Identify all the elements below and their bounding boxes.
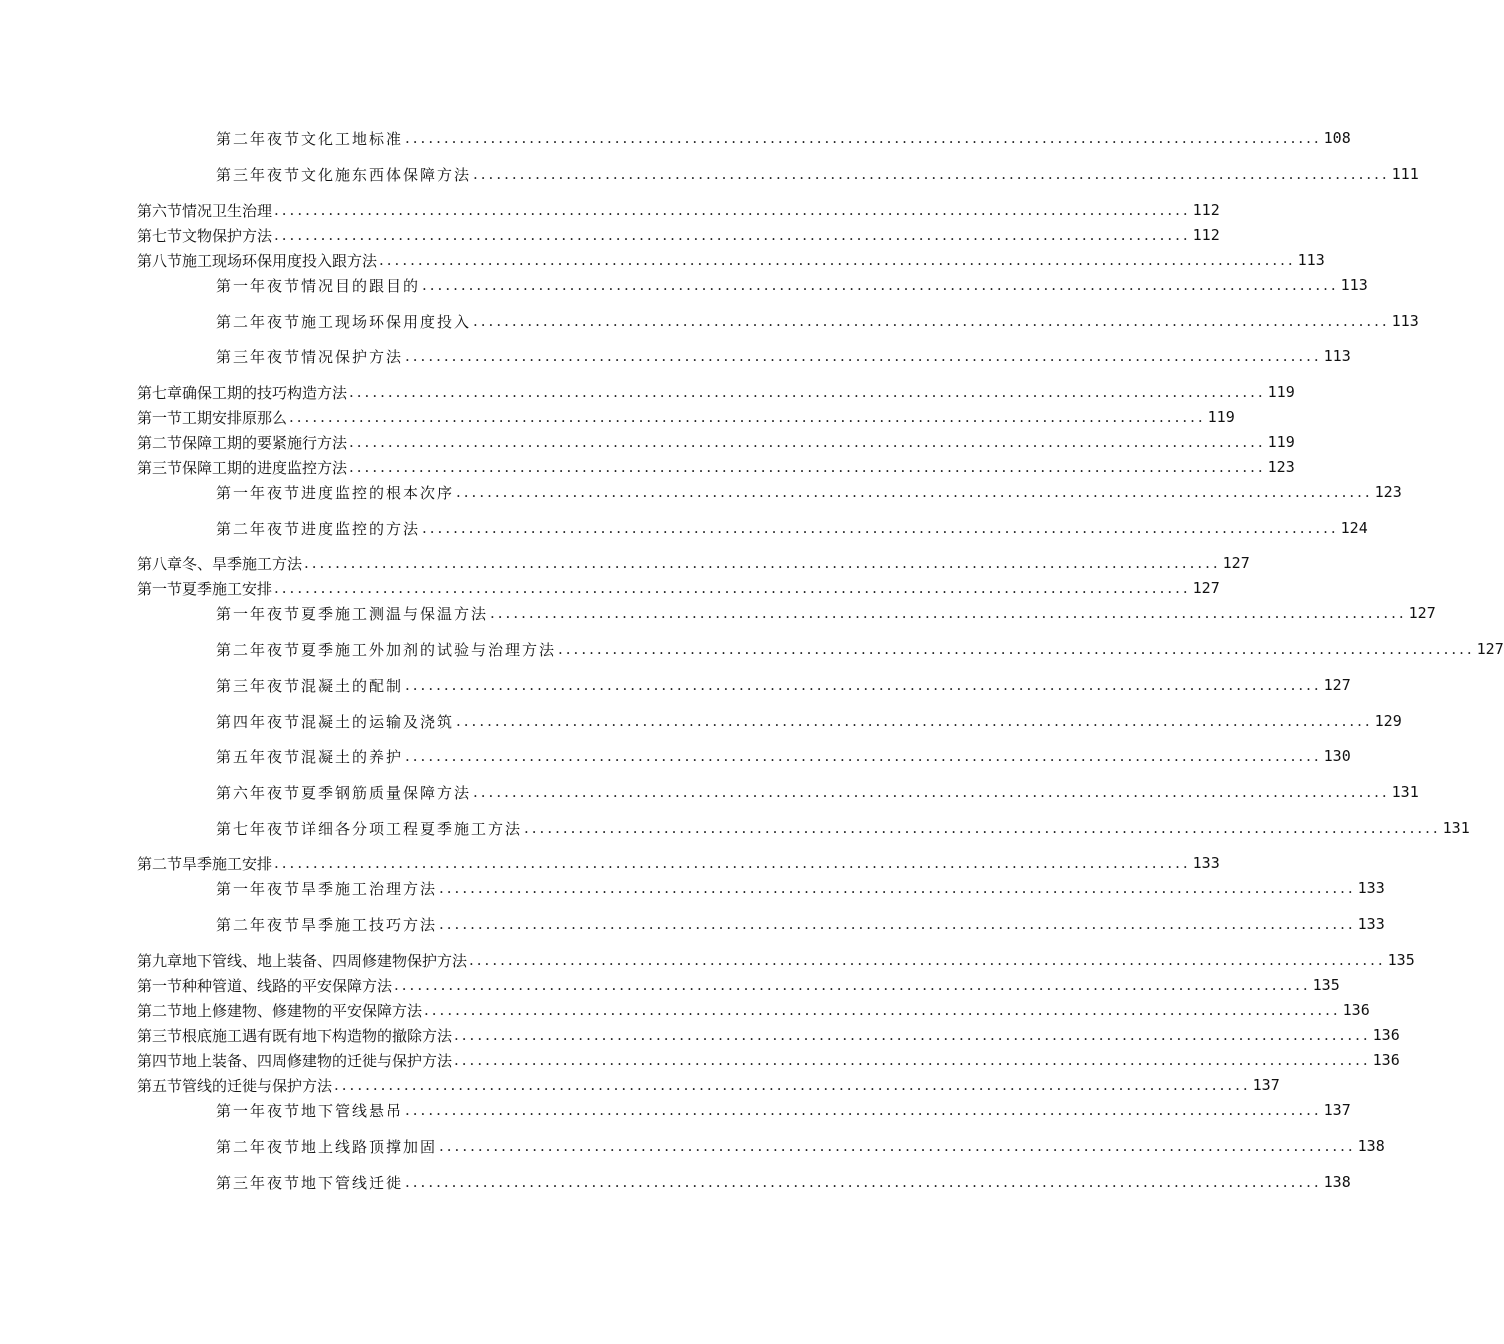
dot-leader: ...................................................................................................................... [405,347,1322,365]
toc-entry-page: 127 [1476,640,1504,658]
toc-entry-title: 第一年夜节进度监控的根本次序 [216,483,455,502]
toc-entry-page: 137 [1323,1101,1351,1119]
toc-entry[interactable] [137,248,1325,272]
dot-leader: ...................................................................................................................... [558,640,1475,658]
dot-leader: ...................................................................................................................... [405,1173,1322,1191]
toc-entry-page: 135 [1387,951,1415,969]
toc-entry-title: 第七年夜节详细各分项工程夏季施工方法 [216,819,523,838]
toc-entry-title: 第六年夜节夏季钢筋质量保障方法 [216,783,472,802]
dot-leader: ...................................................................................................................... [274,226,1191,244]
toc-entry-title: 第四年夜节混凝土的运输及浇筑 [216,712,455,731]
toc-entry-title: 第一节夏季施工安排 [137,579,273,598]
toc-entry-page: 123 [1267,458,1295,476]
dot-leader: ...................................................................................................................... [274,201,1191,219]
toc-entry-page: 112 [1192,226,1220,244]
toc-entry[interactable] [137,1023,1400,1047]
toc-entry[interactable] [216,516,1368,540]
toc-entry-page: 111 [1391,165,1419,183]
toc-entry-page: 119 [1207,408,1235,426]
toc-entry-page: 113 [1391,312,1419,330]
toc-entry-page: 130 [1323,747,1351,765]
toc-entry[interactable] [137,198,1220,222]
toc-entry-page: 113 [1297,251,1325,269]
toc-entry-page: 133 [1357,879,1385,897]
toc-entry-page: 127 [1323,676,1351,694]
dot-leader: ...................................................................................................................... [334,1076,1251,1094]
toc-entry-title: 第五年夜节混凝土的养护 [216,747,404,766]
toc-entry-title: 第三节保障工期的进度监控方法 [137,458,348,477]
toc-entry-title: 第三年夜节地下管线迁徙 [216,1173,404,1192]
toc-entry-page: 131 [1391,783,1419,801]
toc-entry[interactable] [216,673,1351,697]
toc-entry-title: 第三年夜节混凝土的配制 [216,676,404,695]
dot-leader: ...................................................................................................................... [524,819,1441,837]
toc-entry-page: 138 [1357,1137,1385,1155]
toc-entry-page: 133 [1357,915,1385,933]
toc-entry[interactable] [216,344,1351,368]
toc-entry-title: 第六节情况卫生治理 [137,201,273,220]
toc-entry[interactable] [216,912,1385,936]
toc-entry-title: 第一年夜节地下管线悬吊 [216,1101,404,1120]
toc-entry-title: 第九章地下管线、地上装备、四周修建物保护方法 [137,951,468,970]
dot-leader: ...................................................................................................................... [422,276,1339,294]
toc-entry[interactable] [216,162,1419,186]
toc-entry-page: 112 [1192,201,1220,219]
toc-entry-title: 第三节根底施工遇有既有地下构造物的撤除方法 [137,1026,453,1045]
toc-entry-page: 129 [1374,712,1402,730]
toc-entry-title: 第五节管线的迁徙与保护方法 [137,1076,333,1095]
toc-entry[interactable] [216,816,1470,840]
toc-entry-title: 第二年夜节地上线路顶撑加固 [216,1137,438,1156]
toc-entry[interactable] [216,637,1504,661]
dot-leader: ...................................................................................................................... [405,747,1322,765]
toc-entry[interactable] [216,480,1402,504]
toc-entry-title: 第八节施工现场环保用度投入跟方法 [137,251,378,270]
toc-entry[interactable] [137,998,1370,1022]
toc-entry[interactable] [216,1098,1351,1122]
toc-entry[interactable] [137,455,1295,479]
dot-leader: ...................................................................................................................... [379,251,1296,269]
toc-entry[interactable] [137,380,1295,404]
toc-entry[interactable] [137,405,1235,429]
toc-entry-page: 136 [1372,1026,1400,1044]
dot-leader: ...................................................................................................................... [439,1137,1356,1155]
toc-entry[interactable] [216,709,1402,733]
toc-entry[interactable] [216,126,1351,150]
toc-entry[interactable] [216,876,1385,900]
toc-entry-title: 第二年夜节文化工地标准 [216,129,404,148]
toc-entry-title: 第二节保障工期的要紧施行方法 [137,433,348,452]
toc-entry-title: 第八章冬、旱季施工方法 [137,554,303,573]
dot-leader: ...................................................................................................................... [456,483,1373,501]
toc-entry-title: 第二节旱季施工安排 [137,854,273,873]
dot-leader: ...................................................................................................................... [405,1101,1322,1119]
toc-entry-title: 第二年夜节施工现场环保用度投入 [216,312,472,331]
dot-leader: ...................................................................................................................... [349,383,1266,401]
toc-entry[interactable] [137,551,1250,575]
dot-leader: ...................................................................................................................... [473,165,1390,183]
dot-leader: ...................................................................................................................... [439,879,1356,897]
toc-entry[interactable] [216,780,1419,804]
toc-entry-page: 136 [1342,1001,1370,1019]
toc-entry[interactable] [216,601,1436,625]
toc-entry-page: 127 [1408,604,1436,622]
toc-entry[interactable] [137,223,1220,247]
dot-leader: ...................................................................................................................... [274,579,1191,597]
dot-leader: ...................................................................................................................... [349,433,1266,451]
dot-leader: ...................................................................................................................... [394,976,1311,994]
toc-entry-page: 138 [1323,1173,1351,1191]
toc-entry-page: 124 [1340,519,1368,537]
toc-entry-title: 第七章确保工期的技巧构造方法 [137,383,348,402]
toc-entry-page: 119 [1267,433,1295,451]
toc-entry-page: 127 [1222,554,1250,572]
dot-leader: ...................................................................................................................... [454,1026,1371,1044]
toc-entry-title: 第二年夜节进度监控的方法 [216,519,421,538]
toc-entry-page: 135 [1312,976,1340,994]
toc-entry-title: 第七节文物保护方法 [137,226,273,245]
toc-entry-page: 123 [1374,483,1402,501]
toc-entry[interactable] [137,576,1220,600]
toc-entry-page: 113 [1340,276,1368,294]
toc-entry-page: 131 [1442,819,1470,837]
dot-leader: ...................................................................................................................... [422,519,1339,537]
toc-entry[interactable] [137,948,1415,972]
dot-leader: ...................................................................................................................... [456,712,1373,730]
toc-entry-page: 137 [1252,1076,1280,1094]
toc-entry-title: 第一节工期安排原那么 [137,408,288,427]
toc-entry-page: 136 [1372,1051,1400,1069]
toc-entry-title: 第一年夜节旱季施工治理方法 [216,879,438,898]
dot-leader: ...................................................................................................................... [439,915,1356,933]
toc-entry-title: 第二年夜节夏季施工外加剂的试验与治理方法 [216,640,557,659]
dot-leader: ...................................................................................................................... [454,1051,1371,1069]
toc-entry-title: 第一年夜节情况目的跟目的 [216,276,421,295]
toc-entry-page: 108 [1323,129,1351,147]
toc-entry-title: 第二年夜节旱季施工技巧方法 [216,915,438,934]
toc-entry[interactable] [137,1073,1280,1097]
dot-leader: ...................................................................................................................... [274,854,1191,872]
toc-entry-page: 113 [1323,347,1351,365]
toc-entry[interactable] [137,430,1295,454]
dot-leader: ...................................................................................................................... [469,951,1386,969]
dot-leader: ...................................................................................................................... [473,783,1390,801]
toc-entry[interactable] [216,273,1368,297]
toc-entry-title: 第三年夜节文化施东西体保障方法 [216,165,472,184]
dot-leader: ...................................................................................................................... [424,1001,1341,1019]
dot-leader: ...................................................................................................................... [405,676,1322,694]
toc-entry-page: 127 [1192,579,1220,597]
dot-leader: ...................................................................................................................... [473,312,1390,330]
toc-entry[interactable] [216,1170,1351,1194]
toc-entry-page: 119 [1267,383,1295,401]
toc-entry-title: 第四节地上装备、四周修建物的迁徙与保护方法 [137,1051,453,1070]
toc-entry-title: 第二节地上修建物、修建物的平安保障方法 [137,1001,423,1020]
dot-leader: ...................................................................................................................... [349,458,1266,476]
dot-leader: ...................................................................................................................... [405,129,1322,147]
toc-entry[interactable] [216,1134,1385,1158]
toc-entry[interactable] [137,1048,1400,1072]
dot-leader: ...................................................................................................................... [304,554,1221,572]
toc-entry-page: 133 [1192,854,1220,872]
toc-entry[interactable] [137,973,1340,997]
toc-entry[interactable] [216,309,1419,333]
toc-entry[interactable] [216,744,1351,768]
toc-entry-title: 第一节种种管道、线路的平安保障方法 [137,976,393,995]
toc-entry-title: 第三年夜节情况保护方法 [216,347,404,366]
toc-entry[interactable] [137,851,1220,875]
dot-leader: ...................................................................................................................... [490,604,1407,622]
toc-entry-title: 第一年夜节夏季施工测温与保温方法 [216,604,489,623]
dot-leader: ...................................................................................................................... [289,408,1206,426]
